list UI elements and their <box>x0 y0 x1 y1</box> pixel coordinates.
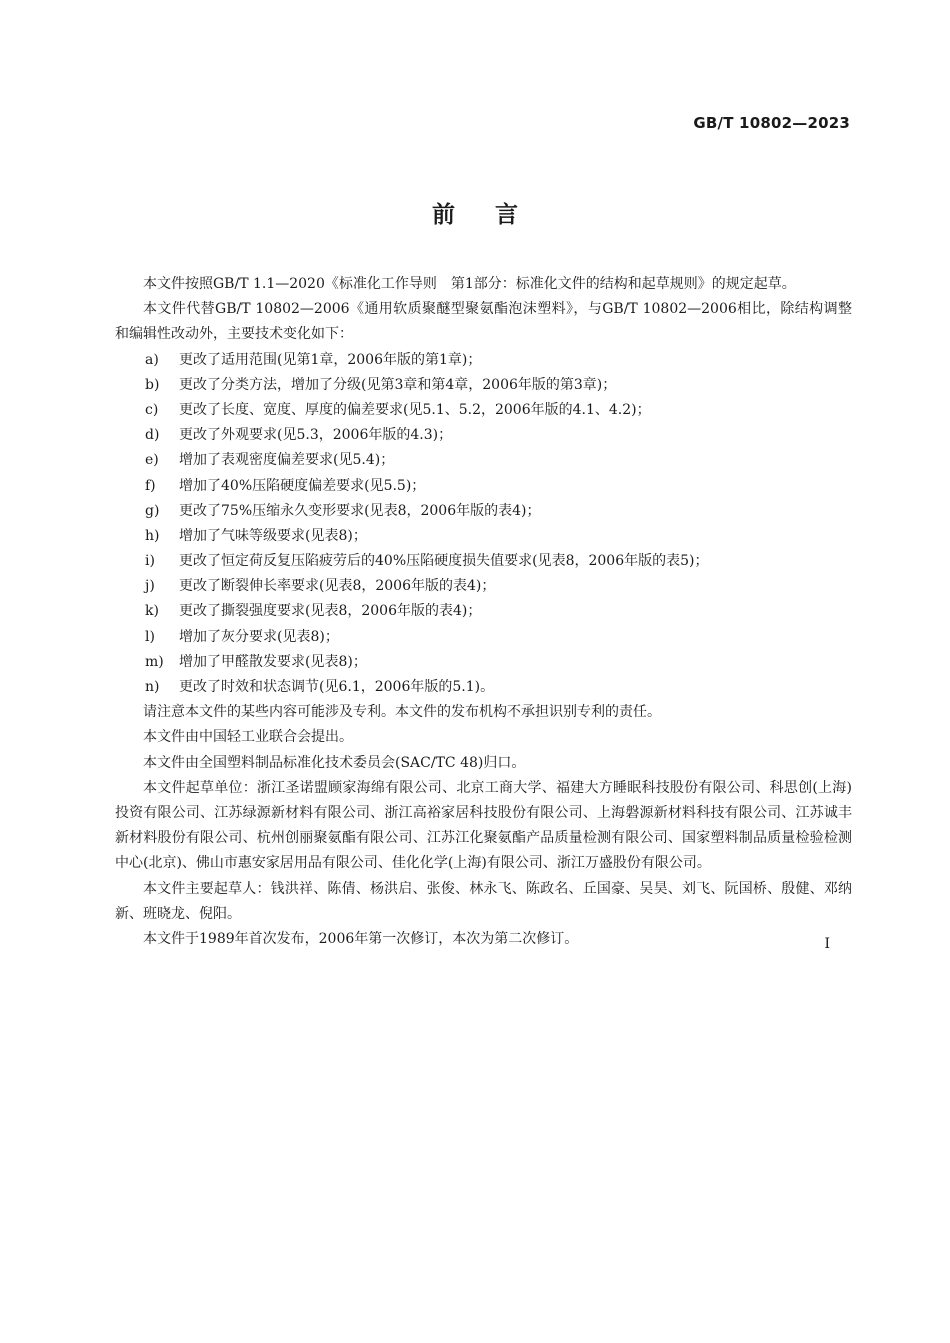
list-marker: e) <box>145 452 159 469</box>
paragraph-drafting-rules: 本文件按照GB/T 1.1—2020《标准化工作导则 第1部分：标准化文件的结构和起草规则》的规定起草。 <box>143 276 796 292</box>
list-text: 更改了长度、宽度、厚度的偏差要求(见5.1、5.2，2006年版的4.1、4.2)； <box>179 401 651 418</box>
list-item <box>115 499 852 524</box>
list-text: 更改了时效和状态调节(见6.1，2006年版的5.1)。 <box>179 679 495 696</box>
paragraph-replacement: 本文件代替GB/T 10802—2006《通用软质聚醚型聚氨酯泡沫塑料》，与GB/T 10802—2006相比，除结构调整和编辑性改动外，主要技术变化如下： <box>115 301 852 343</box>
list-text: 增加了气味等级要求(见表8)； <box>179 527 367 544</box>
list-marker: f) <box>145 477 156 494</box>
paragraph-patent-notice: 请注意本文件的某些内容可能涉及专利。本文件的发布机构不承担识别专利的责任。 <box>143 704 661 721</box>
paragraph-proposer: 本文件由中国轻工业联合会提出。 <box>143 729 353 746</box>
document-code: GB/T 10802—2023 <box>693 114 850 132</box>
list-marker: a) <box>145 351 159 368</box>
list-item <box>115 524 852 549</box>
list-marker: j) <box>145 578 155 595</box>
paragraph-drafting-units: 本文件起草单位：浙江圣诺盟顾家海绵有限公司、北京工商大学、福建大方睡眠科技股份有限公司、科思创(上海)投资有限公司、江苏绿源新材料有限公司、浙江高裕家居科技股份有限公司、上海磐源新材料科技有限公司、江苏诚丰新材料股份有限公司、杭州创丽聚氨酯有限公司、江苏江化聚氨酯产品质量检测有限公司、国家塑料制品质量检验检测中心(北京)、佛山市惠安家居用品有限公司、佳化化学(上海)有限公司、浙江万盛股份有限公司。 <box>115 779 852 872</box>
list-marker: g) <box>145 502 160 519</box>
list-marker: i) <box>145 553 155 570</box>
list-text: 更改了撕裂强度要求(见表8，2006年版的表4)； <box>179 603 482 620</box>
list-item <box>115 474 852 499</box>
list-item <box>115 373 852 398</box>
list-text: 增加了灰分要求(见表8)； <box>179 628 339 645</box>
paragraph-drafters: 本文件主要起草人：钱洪祥、陈倩、杨洪启、张俊、林永飞、陈政名、丘国豪、吴昊、刘飞、阮国桥、殷健、邓纳新、班晓龙、倪阳。 <box>115 880 852 922</box>
list-text: 更改了75%压缩永久变形要求(见表8，2006年版的表4)； <box>179 502 541 519</box>
list-item <box>115 398 852 423</box>
list-item <box>115 549 852 574</box>
list-item <box>115 675 852 700</box>
paragraph-committee: 本文件由全国塑料制品标准化技术委员会(SAC/TC 48)归口。 <box>143 754 526 771</box>
list-item <box>115 625 852 650</box>
document-body <box>115 272 852 952</box>
list-item <box>115 348 852 373</box>
list-text: 增加了甲醛散发要求(见表8)； <box>179 653 367 670</box>
list-marker: l) <box>145 628 155 645</box>
list-text: 增加了表观密度偏差要求(见5.4)； <box>179 452 395 469</box>
list-marker: m) <box>145 653 164 670</box>
list-item <box>115 423 852 448</box>
page-title: 前言 <box>432 202 558 228</box>
list-item <box>115 599 852 624</box>
list-marker: c) <box>145 401 159 418</box>
list-marker: k) <box>145 603 159 620</box>
list-marker: n) <box>145 679 160 696</box>
page-number: I <box>824 936 830 952</box>
list-marker: h) <box>145 527 160 544</box>
list-text: 更改了适用范围(见第1章，2006年版的第1章)； <box>179 351 482 368</box>
paragraph-history: 本文件于1989年首次发布，2006年第一次修订，本次为第二次修订。 <box>143 931 579 948</box>
list-item <box>115 448 852 473</box>
list-item <box>115 650 852 675</box>
list-item <box>115 574 852 599</box>
list-text: 更改了断裂伸长率要求(见表8，2006年版的表4)； <box>179 578 496 595</box>
list-marker: d) <box>145 427 160 444</box>
list-text: 更改了分类方法，增加了分级(见第3章和第4章，2006年版的第3章)； <box>179 376 617 393</box>
changes-list <box>115 348 852 701</box>
list-text: 增加了40%压陷硬度偏差要求(见5.5)； <box>179 477 426 494</box>
list-marker: b) <box>145 376 160 393</box>
list-text: 更改了恒定荷反复压陷疲劳后的40%压陷硬度损失值要求(见表8，2006年版的表5)； <box>179 553 709 570</box>
list-text: 更改了外观要求(见5.3，2006年版的4.3)； <box>179 427 453 444</box>
